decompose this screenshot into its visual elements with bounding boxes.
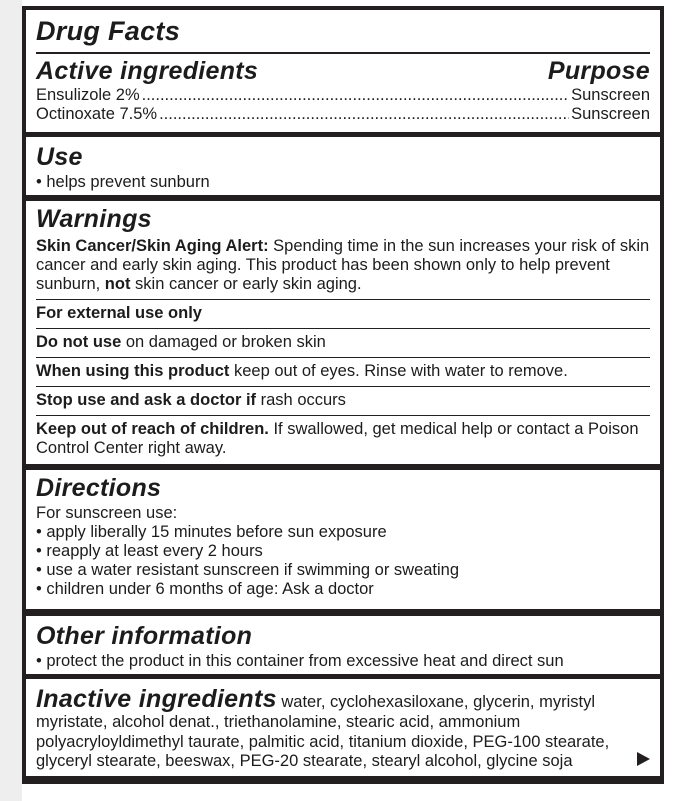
ingredient-name: Ensulizole 2%: [36, 85, 140, 104]
when-using-text: keep out of eyes. Rinse with water to remove.: [229, 362, 568, 380]
use-item: • helps prevent sunburn: [36, 173, 210, 191]
use-heading: Use: [36, 143, 83, 171]
inactive-ingredients-list: water, cyclohexasiloxane, glycerin, myristyl myristate, alcohol denat., triethanolamine, stearic acid, ammonium polyacryloyldimethyl taurate, palmitic acid, titanium dioxide, PEG-100 stearate, glyceryl stearate, beeswax, PEG-20 stearate, stearyl alcohol, glycine soja: [36, 693, 610, 770]
inactive-panel: [26, 679, 660, 776]
drug-facts-frame: [22, 6, 664, 784]
directions-item: • use a water resistant sunscreen if swimming or sweating: [36, 561, 460, 579]
active-panel: [26, 10, 660, 132]
alert-text: Spending time in the sun increases your risk of skin cancer and early skin aging. This product has been shown only to help prevent sunburn,: [36, 237, 650, 293]
alert-not: not: [104, 275, 131, 293]
directions-intro: For sunscreen use:: [36, 504, 178, 522]
other-info-heading: Other information: [36, 622, 253, 650]
directions-item: • children under 6 months of age: Ask a doctor: [36, 580, 374, 598]
keep-out-bold: Keep out of reach of children.: [36, 420, 269, 438]
when-using-warning: [36, 357, 650, 386]
title-rule: [36, 52, 650, 54]
stop-use-bold: Stop use and ask a doctor if: [36, 391, 257, 409]
inactive-ingredients-text: [36, 685, 626, 772]
warnings-heading: Warnings: [36, 205, 152, 233]
alert-bold: Skin Cancer/Skin Aging Alert:: [36, 237, 269, 255]
directions-heading: Directions: [36, 474, 162, 502]
leader-dots: [159, 105, 569, 124]
active-ingredients-heading: Active ingredients: [36, 56, 259, 85]
external-use-warning: [36, 299, 650, 328]
do-not-use-bold: Do not use: [36, 333, 122, 351]
other-info-panel: [26, 616, 660, 674]
inactive-ingredients-heading: Inactive ingredients: [36, 685, 277, 713]
do-not-use-text: on damaged or broken skin: [121, 333, 326, 351]
ingredient-row: [36, 86, 650, 105]
leader-dots: [142, 86, 569, 105]
ingredient-name: Octinoxate 7.5%: [36, 104, 158, 123]
use-panel: [26, 137, 660, 195]
directions-panel: [26, 470, 660, 609]
stop-use-text: rash occurs: [256, 391, 346, 409]
alert-text-end: skin cancer or early skin aging.: [130, 275, 362, 293]
do-not-use-warning: [36, 328, 650, 357]
stop-use-warning: [36, 386, 650, 415]
drug-facts-title: Drug Facts: [36, 16, 181, 46]
ingredient-purpose: Sunscreen: [571, 85, 650, 104]
keep-out-of-reach-warning: [36, 415, 650, 458]
other-info-item: • protect the product in this container from excessive heat and direct sun: [36, 652, 564, 670]
keep-out-text: If swallowed, get medical help or contact a Poison Control Center right away.: [36, 420, 639, 457]
left-shadow: [0, 0, 22, 801]
active-header-row: [36, 57, 650, 85]
external-use-text: For external use only: [36, 304, 202, 322]
purpose-heading: Purpose: [547, 56, 650, 85]
ingredient-purpose: Sunscreen: [571, 104, 650, 123]
skin-cancer-alert: [36, 237, 650, 299]
right-triangle-arrow-icon: [637, 752, 650, 766]
directions-item: • reapply at least every 2 hours: [36, 542, 263, 560]
warnings-panel: [26, 201, 660, 464]
when-using-bold: When using this product: [36, 362, 230, 380]
ingredient-row: [36, 105, 650, 124]
directions-item: • apply liberally 15 minutes before sun exposure: [36, 523, 387, 541]
